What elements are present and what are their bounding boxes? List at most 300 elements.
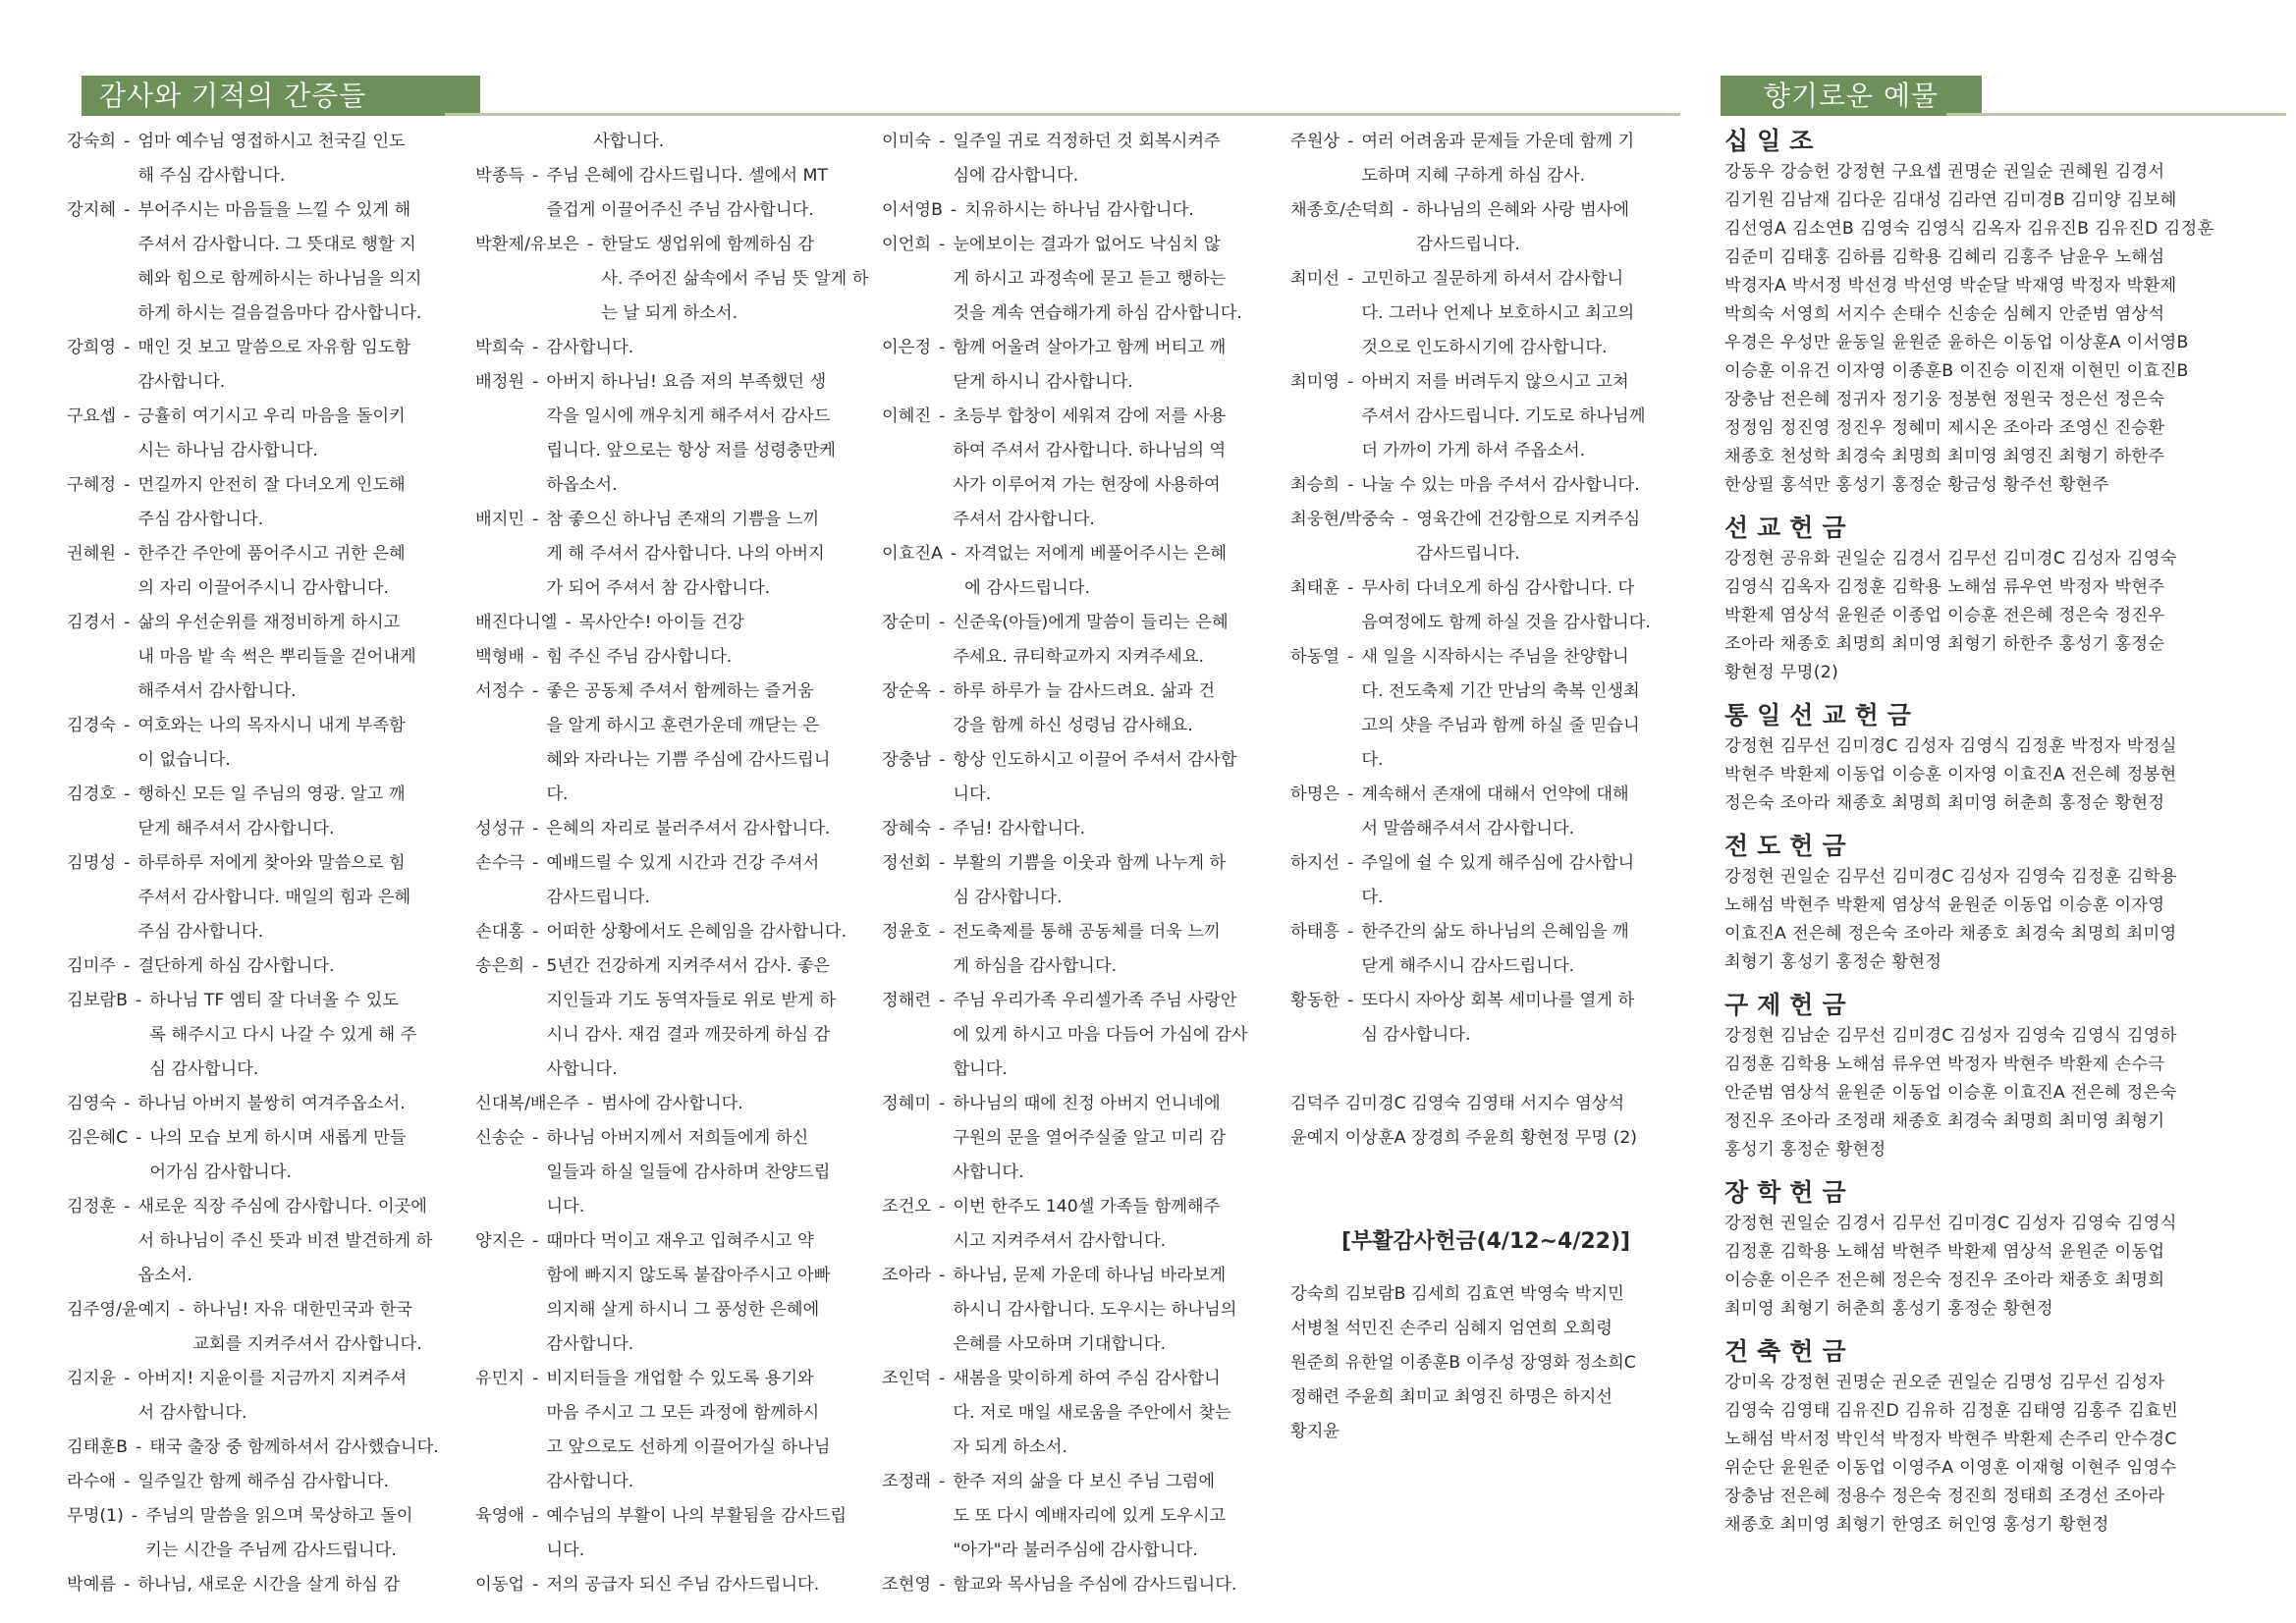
testimony-line: 함교와 목사님을 주심에 감사드립니다. (953, 1575, 1237, 1595)
testimony-line: 고 앞으로도 선하게 이끌어가실 하나님 (546, 1437, 831, 1457)
testimony-name: 배진다니엘 (475, 613, 558, 632)
offering-names-line: 정진우 조아라 조정래 채종호 최경숙 최명희 최미영 최형기 (1724, 1111, 2165, 1131)
testimony-entry (67, 1499, 460, 1568)
testimony-line: 아버지 저를 버려두지 않으시고 고쳐 (1361, 372, 1629, 392)
separator-dash: - (124, 475, 131, 495)
offering-names-line: 홍성기 홍정순 황현정 (1724, 1140, 1886, 1160)
testimony-line: 시고 지켜주셔서 감사합니다. (953, 1231, 1167, 1251)
testimony-line: 주셔서 감사합니다. (953, 510, 1095, 529)
testimony-line: 이 없습니다. (137, 750, 231, 770)
offering-names-line: 강동우 강승헌 강정현 구요셉 권명순 권일순 권혜원 김경서 (1724, 162, 2165, 182)
separator-dash: - (136, 1128, 142, 1148)
testimony-text (546, 846, 868, 915)
testimony-name: 구요셉 (67, 406, 117, 426)
testimony-line: 서 말씀해주셔서 감사합니다. (1361, 819, 1575, 839)
separator-dash: - (939, 1197, 946, 1217)
testimony-text (953, 1362, 1275, 1465)
separator-dash: - (1347, 991, 1354, 1010)
testimony-line: 내 마음 밭 속 썩은 뿌리들을 걷어내게 (137, 647, 416, 667)
separator-dash: - (124, 1472, 131, 1491)
testimony-text (137, 846, 460, 949)
testimony-column-1 (67, 125, 460, 1602)
separator-dash: - (124, 200, 131, 220)
testimony-name: 김보람B (67, 991, 128, 1010)
testimony-line: 나눌 수 있는 마음 주셔서 감사합니다. (1361, 475, 1640, 495)
testimony-line: 다. 저로 매일 새로움을 주안에서 찾는 (953, 1403, 1231, 1423)
testimony-line: 아버지! 지윤이를 지금까지 지켜주셔 (137, 1369, 408, 1388)
testimony-entry (475, 1087, 868, 1121)
testimony-name: 하명은 (1290, 784, 1340, 804)
separator-dash: - (939, 819, 946, 839)
separator-dash: - (532, 681, 539, 701)
separator-dash: - (532, 956, 539, 976)
testimony-entry (475, 125, 868, 159)
testimony-line: 게 해 주셔서 감사합니다. 나의 아버지 (546, 544, 825, 564)
testimony-text (149, 984, 460, 1087)
testimony-text (1416, 193, 1683, 262)
testimony-entry (475, 503, 868, 606)
testimony-line: 한주간의 삶도 하나님의 은혜임을 깨 (1361, 922, 1629, 942)
testimony-entry (882, 1568, 1275, 1602)
offering-names-line: 한상필 홍석만 홍성기 홍정순 황금성 황주선 황현주 (1724, 475, 2109, 495)
testimony-text (546, 1224, 868, 1362)
testimony-entry (882, 743, 1275, 812)
separator-dash: - (135, 991, 142, 1010)
testimony-line: 서 하나님이 주신 뜻과 비젼 발견하게 하 (137, 1231, 433, 1251)
testimony-text (1361, 468, 1683, 503)
separator-dash: - (124, 406, 131, 426)
testimony-line: 긍휼히 여기시고 우리 마음을 돌이키 (137, 406, 406, 426)
testimony-line: 함에 빠지지 않도록 붙잡아주시고 아빠 (546, 1266, 831, 1285)
testimony-name: 라수애 (67, 1472, 117, 1491)
separator-dash: - (124, 613, 131, 632)
testimony-name: 김경호 (67, 784, 117, 804)
testimony-line: 옵소서. (137, 1266, 192, 1285)
offering-names-line: 이승훈 이은주 전은혜 정은숙 정진우 조아라 채종호 최명희 (1724, 1271, 2165, 1290)
testimony-entry (882, 1465, 1275, 1568)
testimony-line: 에 있게 하시고 마음 다듬어 가심에 감사 (953, 1025, 1248, 1045)
separator-dash: - (939, 1472, 946, 1491)
separator-dash: - (1347, 784, 1354, 804)
testimony-column-4 (1290, 125, 1683, 1449)
offering-names-line: 노해섬 박서정 박인석 박정자 박현주 박환제 손주리 안수경C (1724, 1430, 2177, 1449)
offering-names (1724, 732, 2278, 818)
testimony-entry (67, 1121, 460, 1190)
testimony-line: 힘 주신 주님 감사합니다. (546, 647, 733, 667)
separator-dash: - (131, 1506, 138, 1526)
testimony-name: 조인덕 (882, 1369, 932, 1388)
offering-title: 구제헌금 (1724, 991, 1855, 1019)
testimony-text (546, 675, 868, 812)
testimony-line: 다. 그러나 언제나 보호하시고 최고의 (1361, 303, 1635, 323)
separator-dash: - (939, 853, 946, 873)
offering-title: 십일조 (1724, 127, 1823, 155)
testimony-name: 손대홍 (475, 922, 525, 942)
testimony-line: 심 감사합니다. (149, 1059, 259, 1079)
testimony-entry (1290, 915, 1683, 984)
testimony-text (953, 846, 1275, 915)
testimony-name: 신송순 (475, 1128, 525, 1148)
separator-dash: - (124, 132, 131, 151)
separator-dash: - (950, 544, 957, 564)
testimony-name: 박희숙 (475, 338, 525, 357)
testimony-line: 혜와 자라나는 기쁨 주심에 감사드립니 (546, 750, 831, 770)
testimony-line: 하루하루 저에게 찾아와 말씀으로 힘 (137, 853, 406, 873)
separator-dash: - (124, 1197, 131, 1217)
testimony-line: 감사합니다. (546, 1334, 634, 1354)
testimony-name: 주원상 (1290, 132, 1340, 151)
testimony-name: 서정수 (475, 681, 525, 701)
testimony-text (1361, 262, 1683, 365)
separator-dash: - (532, 1369, 539, 1388)
offering-names-line: 강정현 공유화 권일순 김경서 김무선 김미경C 김성자 김영숙 (1724, 549, 2177, 568)
testimony-name: 김주영/윤예지 (67, 1300, 171, 1320)
testimony-name: 박환제/유보은 (475, 235, 579, 254)
testimony-line: 감사합니다. (546, 338, 634, 357)
testimony-name: 이미숙 (882, 132, 932, 151)
testimony-name: 하태흥 (1290, 922, 1340, 942)
testimony-text (1361, 365, 1683, 468)
testimony-name: 이은정 (882, 338, 932, 357)
easter-names-line: 황지윤 (1290, 1422, 1340, 1441)
testimony-entry (882, 331, 1275, 400)
separator-dash: - (1347, 475, 1354, 495)
testimony-line: 합니다. (953, 1059, 1008, 1079)
testimony-entry (882, 1087, 1275, 1190)
testimony-text (1416, 503, 1683, 571)
testimony-line: 가 되어 주셔서 참 감사합니다. (546, 578, 771, 598)
testimony-line: 하게 하시는 걸음걸음마다 감사합니다. (137, 303, 422, 323)
separator-dash: - (1347, 578, 1354, 598)
testimony-entry (67, 606, 460, 709)
testimony-line: 주님! 감사합니다. (953, 819, 1086, 839)
testimony-line: 엄마 예수님 영접하시고 천국길 인도 (137, 132, 406, 151)
testimony-line: 하나님의 은혜와 사랑 범사에 (1416, 200, 1630, 220)
testimony-text (953, 400, 1275, 537)
testimony-line: 니다. (546, 1197, 585, 1217)
testimony-text (964, 537, 1275, 606)
testimony-name: 하동열 (1290, 647, 1340, 667)
testimony-text (953, 812, 1275, 846)
extra-names (1290, 1087, 1683, 1156)
testimony-text (1361, 984, 1683, 1053)
offering-title: 장학헌금 (1724, 1178, 1855, 1207)
testimony-line: 에 감사드립니다. (964, 578, 1090, 598)
separator-dash: - (1402, 510, 1409, 529)
offering-names-line: 김영숙 김영태 김유진D 김유하 김정훈 김태영 김홍주 김효빈 (1724, 1401, 2179, 1421)
testimony-name: 손수극 (475, 853, 525, 873)
testimony-name: 강숙희 (67, 132, 117, 151)
separator-dash: - (124, 956, 131, 976)
testimony-line: 전도축제를 통해 공동체를 더욱 느끼 (953, 922, 1221, 942)
testimony-text (475, 125, 868, 159)
testimony-text (953, 743, 1275, 812)
testimony-name: 이언희 (882, 235, 932, 254)
offering-names-line: 김영식 김옥자 김정훈 김학용 노해섬 류우연 박정자 박현주 (1724, 577, 2165, 597)
testimony-line: 해주셔서 감사합니다. (137, 681, 297, 701)
separator-dash: - (939, 1575, 946, 1595)
testimony-entry (67, 1568, 460, 1602)
testimony-line: 때마다 먹이고 재우고 입혀주시고 약 (546, 1231, 814, 1251)
separator-dash: - (1347, 853, 1354, 873)
testimony-entry (882, 812, 1275, 846)
offering-names (1724, 1210, 2278, 1324)
separator-dash: - (532, 1575, 539, 1595)
testimony-text (964, 193, 1275, 228)
testimony-entry (1290, 365, 1683, 468)
offering-names-line: 강정현 권일순 김무선 김미경C 김성자 김영숙 김정훈 김학용 (1724, 867, 2177, 887)
testimony-line: 고민하고 질문하게 하셔서 감사합니 (1361, 269, 1624, 289)
testimony-line: 주세요. 큐티학교까지 지켜주세요. (953, 647, 1205, 667)
testimony-name: 이서영B (882, 200, 943, 220)
testimony-line: 주님 은혜에 감사드립니다. 셀에서 MT (546, 166, 828, 186)
separator-dash: - (532, 166, 539, 186)
offering-names (1724, 863, 2278, 977)
testimony-text (137, 606, 460, 709)
easter-names-line: 강숙희 김보람B 김세희 김효연 박영숙 박지민 (1290, 1284, 1624, 1304)
testimony-text (953, 228, 1275, 331)
testimony-name: 신대복/배은주 (475, 1094, 579, 1113)
testimony-entry (67, 1087, 460, 1121)
testimony-line: 주님의 말씀을 읽으며 묵상하고 돌이 (145, 1506, 413, 1526)
testimony-entry (882, 984, 1275, 1087)
testimony-line: 참 좋으신 하나님 존재의 기쁨을 느끼 (546, 510, 820, 529)
testimony-line: 한달도 생업위에 함께하심 감 (601, 235, 815, 254)
offering-names-line: 안준범 염상석 윤원준 이동업 이승훈 이효진A 전은혜 정은숙 (1724, 1083, 2177, 1103)
testimony-line: 하나님 아버지 불쌍히 여겨주옵소서. (137, 1094, 406, 1113)
offering-names-line: 이승훈 이유건 이자영 이종훈B 이진승 이진재 이현민 이효진B (1724, 361, 2189, 381)
testimony-line: 감사합니다. (546, 1472, 634, 1491)
testimony-name: 조아라 (882, 1266, 932, 1285)
testimony-text (137, 537, 460, 606)
separator-dash: - (124, 1094, 131, 1113)
testimony-line: 무사히 다녀오게 하심 감사합니다. 다 (1361, 578, 1635, 598)
testimony-entry (1290, 984, 1683, 1053)
testimony-name: 무명(1) (67, 1506, 124, 1526)
testimony-name: 권혜원 (67, 544, 117, 564)
testimony-text (953, 1465, 1275, 1568)
offering-names (1724, 158, 2278, 500)
testimony-line: 아버지 하나님! 요즘 저의 부족했던 생 (546, 372, 827, 392)
separator-dash: - (1347, 647, 1354, 667)
testimony-name: 강지혜 (67, 200, 117, 220)
testimony-line: 항상 인도하시고 이끌어 주셔서 감사합 (953, 750, 1237, 770)
testimony-entry (67, 1190, 460, 1293)
testimony-line: 시는 하나님 감사합니다. (137, 441, 318, 460)
testimony-text (1361, 640, 1683, 778)
separator-dash: - (1347, 372, 1354, 392)
offering-names-line: 강미옥 강정현 권명순 권오준 권일순 김명성 김무선 김성자 (1724, 1373, 2165, 1392)
testimony-text (953, 984, 1275, 1087)
testimony-line: 감사드립니다. (1416, 544, 1520, 564)
testimony-line: 음여정에도 함께 하실 것을 감사합니다. (1361, 613, 1651, 632)
testimony-text (546, 812, 868, 846)
separator-dash: - (532, 1231, 539, 1251)
testimony-entry (475, 846, 868, 915)
offering-names-line: 위순단 윤원준 이동업 이영주A 이영훈 이재형 이현주 임영수 (1724, 1458, 2177, 1478)
testimony-line: 게 하심을 감사합니다. (953, 956, 1118, 976)
separator-dash: - (950, 200, 957, 220)
separator-dash: - (939, 613, 946, 632)
separator-dash: - (939, 1369, 946, 1388)
testimony-name: 장충남 (882, 750, 932, 770)
testimony-name: 박종득 (475, 166, 525, 186)
testimony-name: 강희영 (67, 338, 117, 357)
testimony-entry (882, 915, 1275, 984)
testimony-line: 새봄을 맞이하게 하여 주심 감사합니 (953, 1369, 1221, 1388)
testimony-line: 을 알게 하시고 훈련가운데 깨닫는 은 (546, 716, 820, 735)
testimony-name: 정해련 (882, 991, 932, 1010)
testimony-line: 의지해 살게 하시니 그 풍성한 은혜에 (546, 1300, 820, 1320)
testimony-line: 눈에보이는 결과가 없어도 낙심치 않 (953, 235, 1221, 254)
testimony-line: 사합니다. (546, 1059, 618, 1079)
offering-title: 통일선교헌금 (1724, 701, 1920, 730)
testimony-text (546, 640, 868, 675)
separator-dash: - (939, 235, 946, 254)
separator-dash: - (532, 1506, 539, 1526)
testimony-line: 하나님, 새로운 시간을 살게 하심 감 (137, 1575, 401, 1595)
testimonies-header: 감사와 기적의 간증들 (82, 76, 480, 116)
testimony-entries (1290, 125, 1683, 1053)
testimony-text (137, 193, 460, 331)
testimony-name: 조현영 (882, 1575, 932, 1595)
testimony-line: 사. 주어진 삶속에서 주님 뜻 알게 하 (601, 269, 869, 289)
testimony-entry (475, 606, 868, 640)
testimony-text (601, 1087, 868, 1121)
testimony-line: 니다. (546, 1541, 585, 1560)
testimony-text (953, 1568, 1275, 1602)
offering-names-line: 채종호 천성학 최경숙 최명희 최미영 최영진 최형기 하한주 (1724, 447, 2165, 466)
testimony-line: 예수님의 부활이 나의 부활됨을 감사드립 (546, 1506, 847, 1526)
testimony-name: 배정원 (475, 372, 525, 392)
testimony-line: 하나님, 문제 가운데 하나님 바라보게 (953, 1266, 1227, 1285)
separator-dash: - (124, 716, 131, 735)
easter-names-line: 정해련 주윤희 최미교 최영진 하명은 하지선 (1290, 1387, 1613, 1407)
testimony-text (137, 709, 460, 778)
testimony-text (1361, 915, 1683, 984)
testimony-text (601, 228, 868, 331)
testimony-entry (67, 1362, 460, 1431)
extra-names-line: 윤예지 이상훈A 장경희 주윤희 황현정 무명 (2) (1290, 1128, 1638, 1148)
separator-dash: - (532, 338, 539, 357)
testimony-line: 신준욱(아들)에게 말씀이 들리는 은혜 (953, 613, 1229, 632)
separator-dash: - (124, 1369, 131, 1388)
testimony-entry (67, 984, 460, 1087)
testimony-line: 지인들과 기도 동역자들로 위로 받게 하 (546, 991, 836, 1010)
testimony-line: 는 날 되게 하소서. (601, 303, 738, 323)
testimony-name: 육영애 (475, 1506, 525, 1526)
offering-names-line: 김정훈 김학용 노해섬 류우연 박정자 박현주 박환제 손수극 (1724, 1055, 2165, 1074)
testimony-line: 심 감사합니다. (953, 888, 1063, 907)
testimony-entry (67, 400, 460, 468)
testimony-text (953, 331, 1275, 400)
testimony-text (149, 1121, 460, 1190)
testimony-line: 여러 어려움과 문제들 가운데 함께 기 (1361, 132, 1635, 151)
testimony-line: 은혜의 자리로 불러주셔서 감사합니다. (546, 819, 831, 839)
testimony-line: 것을 계속 연습해가게 하심 감사합니다. (953, 303, 1242, 323)
offerings-header: 향기로운 예물 (1721, 76, 1982, 116)
testimony-name: 김명성 (67, 853, 117, 873)
testimony-line: 도 또 다시 예배자리에 있게 도우시고 (953, 1506, 1227, 1526)
separator-dash: - (939, 406, 946, 426)
header-rule (445, 113, 1680, 116)
offering-names-line: 정은숙 조아라 채종호 최명희 최미영 허춘희 홍정순 황현정 (1724, 793, 2165, 813)
testimony-line: 범사에 감사합니다. (601, 1094, 743, 1113)
testimony-name: 백형배 (475, 647, 525, 667)
testimony-line: 마음 주시고 그 모든 과정에 함께하시 (546, 1403, 820, 1423)
offering-names-line: 최형기 홍성기 홍정순 황현정 (1724, 952, 1942, 972)
testimony-text (137, 1190, 460, 1293)
testimony-name: 김경서 (67, 613, 117, 632)
testimony-entry (67, 949, 460, 984)
testimony-line: 초등부 합창이 세워져 감에 저를 사용 (953, 406, 1227, 426)
testimony-name: 최웅현/박중숙 (1290, 510, 1394, 529)
testimony-text (137, 468, 460, 537)
testimony-text (137, 125, 460, 193)
testimony-line: 하옵소서. (546, 475, 618, 495)
offering-names-line: 강정현 김무선 김미경C 김성자 김영식 김정훈 박정자 박정실 (1724, 736, 2177, 756)
testimony-line: 심 감사합니다. (1361, 1025, 1471, 1045)
testimony-name: 배지민 (475, 510, 525, 529)
separator-dash: - (565, 613, 572, 632)
separator-dash: - (124, 784, 131, 804)
testimony-line: 목사안수! 아이들 건강 (578, 613, 744, 632)
offering-names-line: 황현정 무명(2) (1724, 663, 1839, 682)
testimony-text (1361, 571, 1683, 640)
separator-dash: - (1347, 922, 1354, 942)
testimony-name: 김영숙 (67, 1094, 117, 1113)
testimony-line: 결단하게 하심 감사합니다. (137, 956, 335, 976)
testimony-line: 서 감사합니다. (137, 1403, 247, 1423)
testimony-line: 다. (1361, 888, 1384, 907)
testimony-name: 박예름 (67, 1575, 117, 1595)
separator-dash: - (587, 235, 594, 254)
testimony-entry (1290, 571, 1683, 640)
testimony-line: 사합니다. (593, 132, 665, 151)
testimony-line: 하시니 감사합니다. 도우시는 하나님의 (953, 1300, 1237, 1320)
testimony-line: 한주 저의 삶을 다 보신 주님 그럼에 (953, 1472, 1216, 1491)
testimony-line: 하나님! 자유 대한민국과 한국 (192, 1300, 412, 1320)
testimony-name: 이효진A (882, 544, 943, 564)
testimony-name: 정혜미 (882, 1094, 932, 1113)
offering-names-line: 김선영A 김소연B 김영숙 김영식 김옥자 김유진B 김유진D 김정훈 (1724, 219, 2214, 239)
testimony-line: 심에 감사합니다. (953, 166, 1079, 186)
testimony-name: 정선회 (882, 853, 932, 873)
testimony-name: 김은혜C (67, 1128, 129, 1148)
testimony-name: 최미선 (1290, 269, 1340, 289)
testimony-line: 좋은 공동체 주셔서 함께하는 즐거움 (546, 681, 814, 701)
testimony-entry (882, 1190, 1275, 1259)
offering-names-line: 김기원 김남재 김다운 김대성 김라연 김미경B 김미양 김보혜 (1724, 190, 2177, 210)
testimony-line: 립니다. 앞으로는 항상 저를 성령충만케 (546, 441, 836, 460)
testimony-line: 일주일간 함께 해주심 감사합니다. (137, 1472, 390, 1491)
testimony-entry (475, 812, 868, 846)
testimony-line: 새로운 직장 주심에 감사합니다. 이곳에 (137, 1197, 427, 1217)
offering-title: 선교헌금 (1724, 514, 1855, 542)
testimony-entry (67, 1465, 460, 1499)
testimony-line: 감사합니다. (137, 372, 226, 392)
offering-names-line: 조아라 채종호 최명희 최미영 최형기 하한주 홍성기 홍정순 (1724, 634, 2165, 654)
testimony-line: 삶의 우선순위를 재정비하게 하시고 (137, 613, 401, 632)
testimony-entry (1290, 640, 1683, 778)
testimony-text (579, 606, 868, 640)
separator-dash: - (939, 991, 946, 1010)
testimony-entry (882, 228, 1275, 331)
testimony-name: 김지윤 (67, 1369, 117, 1388)
testimony-entry (475, 1121, 868, 1224)
testimony-line: 도하며 지혜 구하게 하심 감사. (1361, 166, 1586, 186)
separator-dash: - (532, 922, 539, 942)
